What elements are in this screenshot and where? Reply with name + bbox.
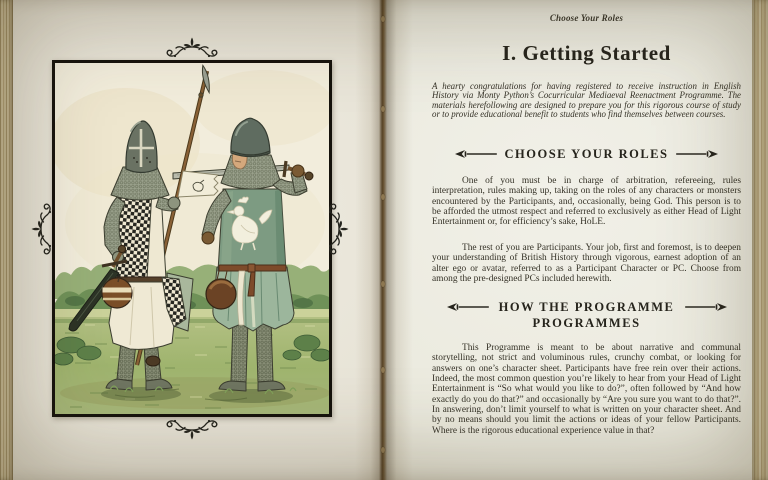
right-page — [383, 0, 768, 480]
flourish-icon-top — [164, 37, 220, 59]
spine-stitch — [381, 447, 385, 453]
spine-stitch — [381, 106, 385, 112]
heading-arrow-left-icon — [447, 302, 489, 312]
spine-stitch — [381, 16, 385, 22]
heading-arrow-right-icon — [685, 302, 727, 312]
illustration-frame — [52, 60, 332, 417]
book-spine — [379, 0, 387, 480]
intro-paragraph: A hearty congratulations for having registered to receive instruction in English History via Monty Python’s Cocurricular Mediaeval Reenactment Programme. The materials herefollowing are designed to prepare you for this rigorous course of study or to provide educational benefit to students who find themselves between courses. — [432, 81, 741, 120]
knights-illustration — [55, 63, 329, 414]
page-title: I. Getting Started — [502, 41, 671, 65]
heading-arrow-left-icon — [455, 149, 497, 159]
flourish-icon-left — [31, 201, 53, 257]
spine-stitch — [381, 281, 385, 287]
right-page-edges — [752, 0, 768, 480]
flourish-icon-bottom — [164, 418, 220, 440]
section-heading-label: HOW THE PROGRAMME PROGRAMMES — [498, 300, 675, 331]
section-heading-choose-your-roles — [432, 146, 741, 162]
spine-stitch — [381, 194, 385, 200]
body-paragraph: The rest of you are Participants. Your job, first and foremost, is to deepen your understanding of British History through vigorous, earnest adoption of an alter ego or avatar, referred to as a Participant Character or PC. Choose from among the pre-designed PCs included herewith. — [432, 243, 741, 285]
section-heading-label: CHOOSE YOUR ROLES — [504, 147, 669, 161]
spine-stitch — [381, 367, 385, 373]
body-paragraph: One of you must be in charge of arbitration, refereeing, rules interpretation, rules making up, taking on the roles of any characters or monsters encountered by the Participants, and, occasionally, being God. This person is to be afforded the utmost respect and referred to exclusively as either Head of Light Entertainment or, for efficiency’s sake, HoLE. — [432, 176, 741, 228]
flourish-icon-right — [327, 201, 349, 257]
section-heading-how-the-programme-programmes — [432, 299, 741, 332]
left-page-edges — [0, 0, 13, 480]
heading-arrow-right-icon — [676, 149, 718, 159]
body-paragraph: This Programme is meant to be about narrative and communal storytelling, not strict and voluminous rules, crunchy combat, or looking for answers on one’s character sheet. Participants have free rein over their actions. Indeed, the most common question you’re likely to hear from your Head of Light Entertainment is “So what would you like to do?”, often followed by “And how exactly do you do that?” and occasionally by “Are you sure you want to do that?”. In answering, don’t limit yourself to what is written on your character sheet. And by no means should you limit the actions or ideas of your fellow Participants. Where is the rigorous educational experience value in that? — [432, 343, 741, 436]
left-page — [0, 0, 383, 480]
running-head: Choose Your Roles — [549, 13, 624, 23]
